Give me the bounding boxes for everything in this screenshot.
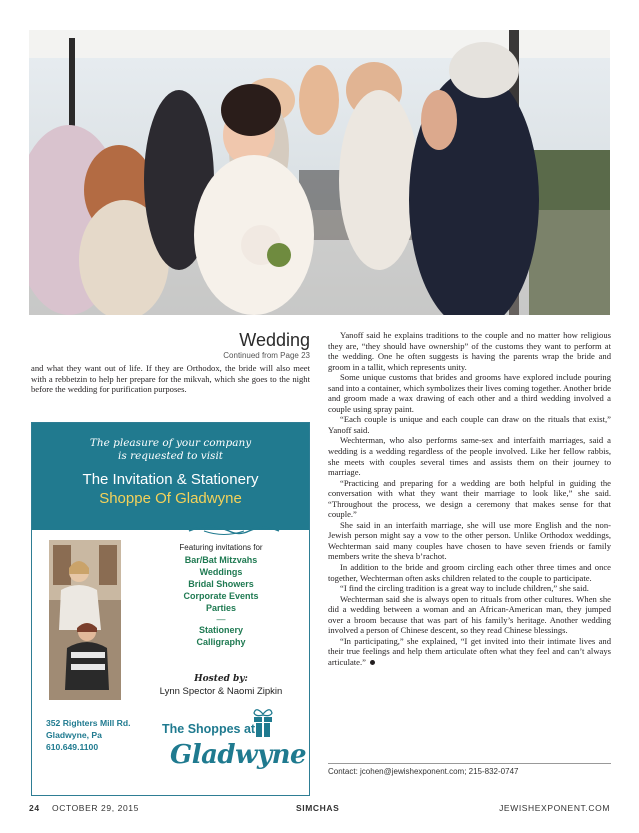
ad-host-names: Lynn Spector & Naomi Zipkin xyxy=(159,686,283,697)
ad-address-street: 352 Righters Mill Rd. xyxy=(46,718,131,728)
ad-item: Parties xyxy=(205,603,237,613)
ad-dash: — xyxy=(216,614,226,624)
ad-header xyxy=(32,423,309,530)
last-paragraph xyxy=(328,636,611,668)
logo-line1: The Shoppes at xyxy=(162,722,256,736)
ad-invite-line1: The pleasure of your company xyxy=(89,437,252,449)
continued-from: Continued from Page 23 xyxy=(223,351,310,360)
paragraph: “I find the circling tradition is a great way to include children,” she said. xyxy=(340,583,589,594)
hosts-photo xyxy=(49,540,121,700)
ad-invite-text xyxy=(32,423,309,463)
flourish-icon xyxy=(184,524,284,538)
article-title: Wedding xyxy=(239,330,310,350)
logo-line2: Gladwyne xyxy=(170,740,307,770)
ad-store-name-line1: The Invitation & Stationery xyxy=(82,471,259,488)
ad-item: Corporate Events xyxy=(183,591,259,601)
ad-phone: 610.649.1100 xyxy=(46,742,99,752)
shoppes-logo xyxy=(152,708,307,788)
ad-store-name-line2: Shoppe Of Gladwyne xyxy=(99,490,242,507)
ad-hosted xyxy=(136,674,306,697)
left-column-text: and what they want out of life. If they are Orthodox, the bride will also meet with a rebbetzin to help her prepare for the mikvah, which she goes to the night before the wedding for purification purposes. xyxy=(31,363,310,395)
page-number: 24 xyxy=(29,803,40,813)
issue-date: OCTOBER 29, 2015 xyxy=(52,803,139,813)
right-column-text xyxy=(328,330,611,668)
paragraph: “Each couple is unique and each couple can draw on the rituals that exist,” Yanoff said. xyxy=(328,414,611,435)
ad-invite-line2: is requested to visit xyxy=(117,450,224,462)
paragraph: Some unique customs that brides and grooms have explored include pouring sand into a container, which symbolizes their lives coming together. Another bride and groom made a wax drawing of each other and a third wedding involved a couple using spray paint. xyxy=(328,372,611,414)
ad-hosted-by: Hosted by: xyxy=(194,674,248,684)
ad-item: Stationery xyxy=(198,625,243,635)
wedding-photo xyxy=(29,30,610,315)
paragraph: Yanoff said he explains traditions to the couple and no matter how religious they are, “they should have ownership” of the customs they want to perform at the wedding. One he often suggests is having the parents wrap the bride and groom in a tallit, which represents unity. xyxy=(328,330,611,372)
ad-item: Bridal Showers xyxy=(188,579,254,589)
section-name: SIMCHAS xyxy=(296,803,340,813)
website: JEWISHEXPONENT.COM xyxy=(499,803,610,813)
paragraph-text: “In participating,” she explained, “I get invited into their intimate lives and their true feelings and help them articulate often what they feel and can’t always articulate.” xyxy=(328,635,611,667)
ad-address xyxy=(46,717,131,753)
paragraph: In addition to the bride and groom circling each other three times and once together, Wechterman often asks children related to the couple to participate. xyxy=(328,562,611,583)
paragraph: “Practicing and preparing for a wedding are both helpful in guiding the conversation with what they want their marriage to look like,” she said. “Throughout the process, we design a ceremony that makes sense for that couple.” xyxy=(328,477,611,520)
contact-line: Contact: jcohen@jewishexponent.com; 215-832-0747 xyxy=(328,767,519,776)
invitation-shoppe-ad xyxy=(31,422,310,796)
ad-address-city: Gladwyne, Pa xyxy=(46,730,102,740)
contact-divider xyxy=(328,763,611,764)
paragraph: She said in an interfaith marriage, she will use more English and the non-Jewish person might say a vow to the other person. Unlike Orthodox weddings, Wechterman said many couples have chosen to have seven friends or family members write the sheva b’rachot. xyxy=(328,519,611,562)
ad-item: Weddings xyxy=(199,567,243,577)
ad-services-list xyxy=(136,543,306,648)
ad-item: Calligraphy xyxy=(196,637,246,647)
paragraph: Wechterman said she is always open to rituals from other cultures. When she did a wedding between a woman and an African-American man, they jumped over a broom because that was part of his family’s heritage. Another wedding involved a person of Chinese descent, so they read Chinese blessings. xyxy=(328,593,611,636)
ad-featuring: Featuring invitations for xyxy=(179,543,263,552)
article-heading xyxy=(200,330,310,360)
ad-item: Bar/Bat Mitzvahs xyxy=(184,555,258,565)
paragraph: Wechterman, who also performs same-sex and interfaith marriages, said a wedding is a wedding regardless of the people involved. Like her fellow rabbis, she meets with couples several times and assists them on their journey to marriage. xyxy=(328,435,611,478)
end-bullet-icon xyxy=(370,660,375,665)
